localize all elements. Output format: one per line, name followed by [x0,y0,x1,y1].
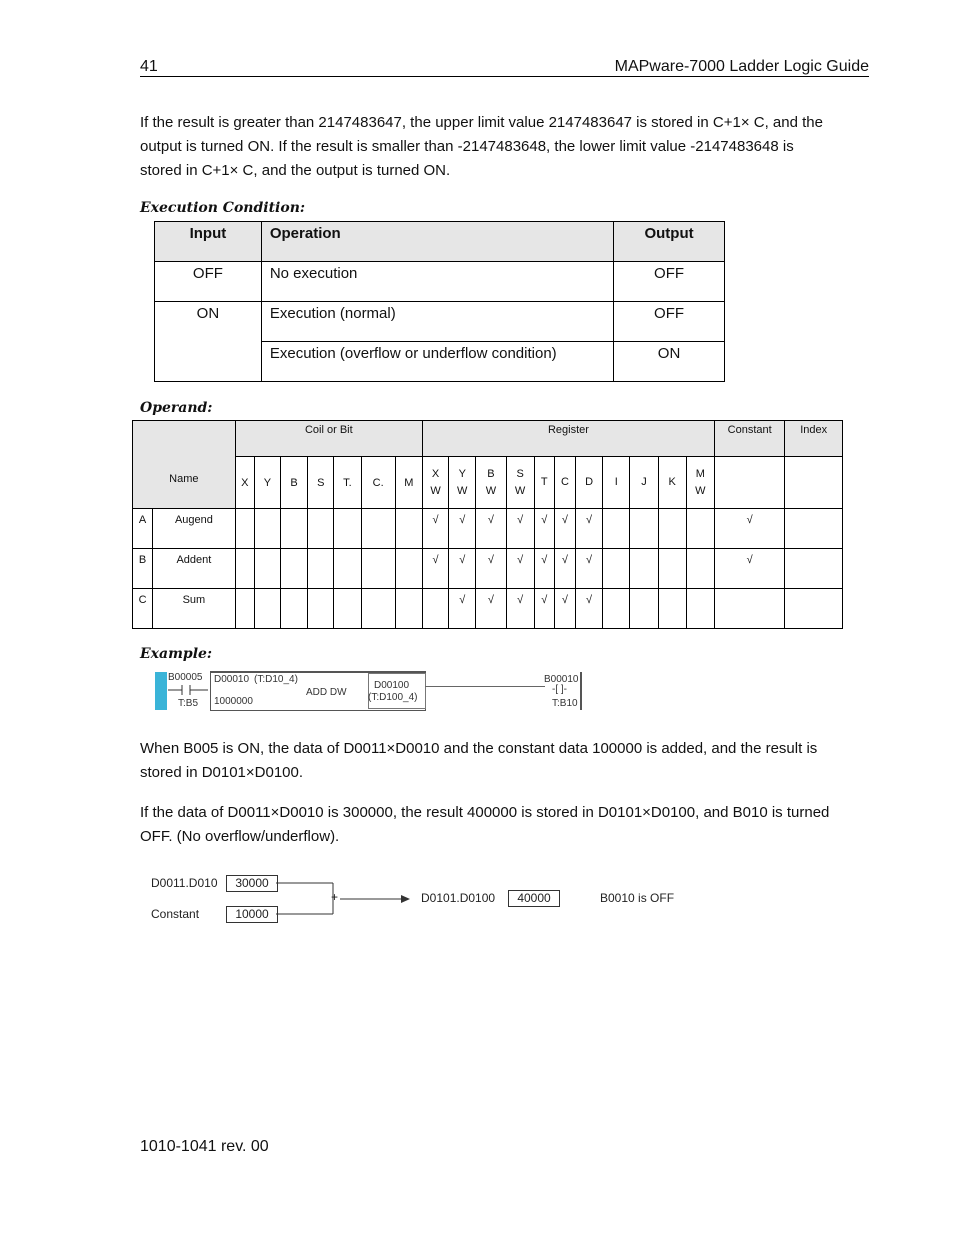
register-cell [658,589,686,629]
coil-symbol: -[ ]- [552,684,567,695]
register-cell [422,549,448,589]
register-column-line1: Y [458,467,466,480]
coil-cell [361,589,395,629]
contact-symbol [168,685,208,695]
example-paragraph-1: When B005 is ON, the data of D0011×D0010 and the constant data 100000 is added, and the result is stored in D0101×D0100. [140,740,818,781]
register-cell [575,509,602,549]
operand2-value: 10000 [226,906,278,923]
register-cell [686,509,714,549]
operation-cell: No execution [261,262,613,302]
input-cell: ON [155,302,262,382]
register-column-header [658,457,686,509]
coil-cell [308,509,334,549]
coil-column-header: Y [254,457,280,509]
coil-cell [280,589,307,629]
register-cell [554,589,575,629]
index-cell [785,509,843,549]
page-number: 41 [140,58,158,75]
register-column-line1: T [540,476,548,488]
example-caption: Example: [140,646,213,662]
register-cell [658,509,686,549]
register-cell [686,549,714,589]
coil-cell [235,549,254,589]
intro-paragraph: If the result is greater than 2147483647, the upper limit value 2147483647 is stored in C+1× C, and the output is turned ON. If the result is smaller than -2147483648, the lower limit value -2147483648 is stored in C+1× C, and the output is turned ON. [140,114,823,179]
register-cell [449,509,476,549]
register-cell [449,589,476,629]
row-letter: B [133,549,153,589]
constant-cell: √ [714,509,784,549]
check-mark: √ [517,594,524,606]
register-cell [506,589,534,629]
coil-cell [308,549,334,589]
register-cell [658,549,686,589]
document-title: MAPware-7000 Ladder Logic Guide [614,58,869,75]
header-operation: Operation [261,222,613,262]
register-cell [603,509,630,549]
table-row [155,262,725,302]
check-mark: √ [541,594,548,606]
coil-cell [395,509,422,549]
check-mark: √ [487,514,494,526]
register-column-line2: W [485,484,497,497]
coil-cell [254,509,280,549]
execution-condition-caption: Execution Condition: [140,200,306,216]
register-column-line2: W [695,484,706,497]
row-name: Augend [153,509,236,549]
coil-address: B00010 [544,674,579,685]
coil-cell [254,549,280,589]
check-mark: √ [517,514,524,526]
register-cell [449,549,476,589]
register-header: Register [422,421,714,457]
register-cell [630,509,658,549]
register-column-line1: D [585,476,594,488]
row-letter: C [133,589,153,629]
table-row [133,549,843,589]
right-rail [580,672,582,710]
register-column-header [603,457,630,509]
row-letter: A [133,509,153,549]
footer-revision: 1010-1041 rev. 00 [140,1138,269,1155]
register-cell [630,589,658,629]
check-mark: √ [586,514,593,526]
coil-cell [395,549,422,589]
index-cell [785,589,843,629]
register-cell [603,549,630,589]
coil-cell [361,509,395,549]
header-input: Input [155,222,262,262]
coil-or-bit-header: Coil or Bit [235,421,422,457]
check-mark: √ [432,514,439,526]
instruction-name: ADD DW [306,687,347,698]
register-cell [534,589,554,629]
register-column-line1: S [516,467,524,480]
register-cell [603,589,630,629]
constant-header: Constant [714,421,784,457]
register-cell [575,589,602,629]
plus-operator: + [331,890,339,904]
register-column-header [534,457,554,509]
check-mark: √ [541,514,548,526]
table-header-row [155,222,725,262]
operand1-value: 30000 [226,875,278,892]
output-cell: ON [614,342,725,382]
register-column-header [449,457,476,509]
table-row [133,589,843,629]
sub-header-row [133,457,843,509]
coil-cell [254,589,280,629]
operand-caption: Operand: [140,400,213,416]
result-value: 40000 [508,890,560,907]
register-column-line1: K [668,476,676,488]
coil-column-header: X [235,457,254,509]
rung-line [425,686,545,687]
coil-cell [235,509,254,549]
coil-column-header: T. [334,457,361,509]
output-cell: OFF [614,302,725,342]
register-column-header [630,457,658,509]
coil-cell [280,509,307,549]
calculation-diagram [148,870,688,930]
coil-cell [334,549,361,589]
coil-column-header: M [395,457,422,509]
register-cell [534,549,554,589]
coil-column-header: C. [361,457,395,509]
register-cell [506,549,534,589]
check-mark: √ [459,554,466,566]
operand1-label: D0011.D010 [151,876,218,890]
row-name: Addent [153,549,236,589]
check-mark: √ [432,554,439,566]
register-column-line1: X [431,467,440,480]
check-mark: √ [586,594,593,606]
register-column-header [686,457,714,509]
register-cell [476,509,506,549]
constant-cell: √ [714,549,784,589]
register-column-line2: W [514,484,526,497]
register-column-line2: W [457,484,468,497]
left-rail [155,672,167,710]
operation-cell: Execution (overflow or underflow condition) [261,342,613,382]
index-cell [785,549,843,589]
contact-tag: T:B5 [178,698,199,709]
source2-value: 1000000 [214,696,253,707]
register-cell [476,549,506,589]
operand2-label: Constant [151,907,200,921]
destination-address: D00100 [374,680,410,691]
name-header: Name [133,421,236,509]
source1-address: D00010 [214,674,250,685]
row-name: Sum [153,589,236,629]
check-mark: √ [561,594,568,606]
coil-column-header: B [280,457,307,509]
register-column-line2: W [430,484,441,497]
register-cell [534,509,554,549]
check-mark: √ [541,554,548,566]
table-row [133,509,843,549]
coil-column-header: S [308,457,334,509]
ladder-diagram [150,668,590,714]
sum-connector [276,870,416,930]
register-cell [630,549,658,589]
register-column-line1: J [641,476,647,488]
output-cell: OFF [614,262,725,302]
group-header-row [133,421,843,457]
register-column-line1: B [487,467,495,480]
check-mark: √ [459,594,466,606]
register-column-header [422,457,448,509]
destination-tag: (T:D100_4) [368,692,418,703]
coil-cell [395,589,422,629]
register-column-header [575,457,602,509]
coil-cell [308,589,334,629]
check-mark: √ [561,554,568,566]
register-column-header [476,457,506,509]
check-mark: √ [561,514,568,526]
check-mark: √ [517,554,524,566]
register-column-header [506,457,534,509]
contact-address: B00005 [168,672,203,683]
index-subcell [785,457,843,509]
register-cell [554,549,575,589]
constant-subcell [714,457,784,509]
operation-cell: Execution (normal) [261,302,613,342]
result-label: D0101.D0100 [421,891,496,905]
register-cell [422,589,448,629]
coil-tag: T:B10 [552,698,578,709]
index-header: Index [785,421,843,457]
status-text: B0010 is OFF [600,891,675,905]
coil-cell [334,509,361,549]
constant-cell [714,589,784,629]
register-cell [476,589,506,629]
register-column-header [554,457,575,509]
coil-cell [334,589,361,629]
register-cell [506,509,534,549]
check-mark: √ [487,554,494,566]
table-row [155,302,725,342]
header-rule [140,76,869,77]
input-cell: OFF [155,262,262,302]
check-mark: √ [487,594,494,606]
register-column-line1: M [695,467,705,480]
operand-table [132,420,843,629]
register-cell [554,509,575,549]
execution-condition-table [154,221,725,382]
source1-tag: (T:D10_4) [254,674,298,685]
register-column-line1: I [614,476,618,488]
register-cell [575,549,602,589]
header-output: Output [614,222,725,262]
example-paragraph-2: If the data of D0011×D0010 is 300000, the result 400000 is stored in D0101×D0100, and B010 is turned OFF. (No overflow/underflow). [140,804,830,845]
register-cell [686,589,714,629]
register-cell [422,509,448,549]
coil-cell [361,549,395,589]
check-mark: √ [586,554,593,566]
register-column-line1: C [560,476,569,488]
coil-cell [235,589,254,629]
coil-cell [280,549,307,589]
check-mark: √ [459,514,466,526]
